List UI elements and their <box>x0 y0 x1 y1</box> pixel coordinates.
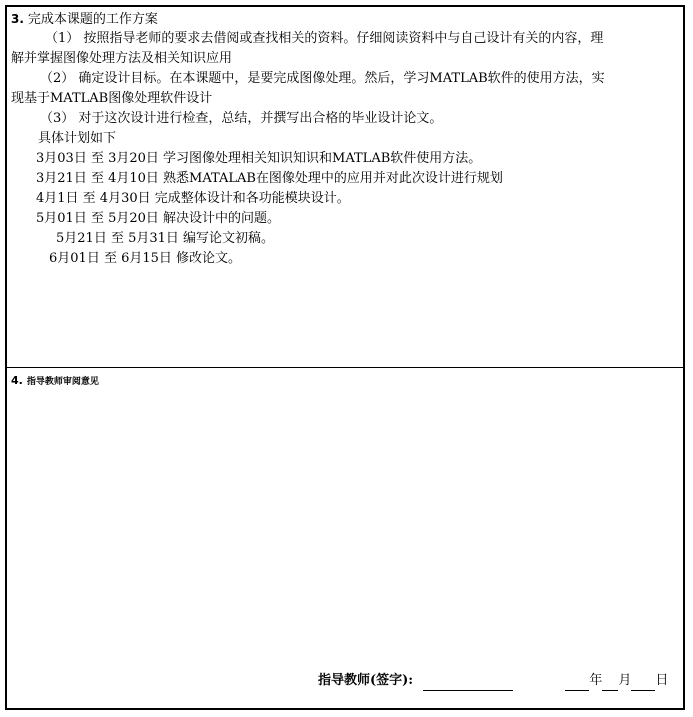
section4-heading <box>11 373 99 390</box>
signature-label: 指导教师(签字): <box>318 673 414 688</box>
day-label: 日 <box>655 673 669 688</box>
section3-line-1: （1） 按照指导老师的要求去借阅或查找相关的资料。仔细阅读资料中与自己设计有关的内容，理 <box>45 31 604 46</box>
plan-item-6: 6月01日 至 6月15日 修改论文。 <box>49 251 242 266</box>
plan-item-1: 3月03日 至 3月20日 学习图像处理相关知识知识和MATLAB软件使用方法。 <box>36 151 482 166</box>
plan-item-5: 5月21日 至 5月31日 编写论文初稿。 <box>56 231 275 246</box>
section3-line-3: （2） 确定设计目标。在本课题中，是要完成图像处理。然后，学习MATLAB软件的使用方法，实 <box>40 71 605 86</box>
year-field[interactable] <box>565 676 589 691</box>
section3-line-4: 现基于MATLAB图像处理软件设计 <box>11 91 213 106</box>
section3-title: 完成本课题的工作方案 <box>27 12 158 27</box>
month-field[interactable] <box>602 676 618 691</box>
section3-number: 3. <box>11 12 24 26</box>
section3-line-5: （3） 对于这次设计进行检查，总结，并撰写出合格的毕业设计论文。 <box>40 111 443 126</box>
signature-row <box>318 671 668 691</box>
day-field[interactable] <box>631 676 655 691</box>
plan-item-3: 4月1日 至 4月30日 完成整体设计和各功能模块设计。 <box>36 191 350 206</box>
section3-line-2: 解并掌握图像处理方法及相关知识应用 <box>11 51 233 66</box>
plan-item-4: 5月01日 至 5月20日 解决设计中的问题。 <box>36 211 281 226</box>
plan-item-2: 3月21日 至 4月10日 熟悉MATALAB在图像处理中的应用并对此次设计进行规划 <box>36 171 503 186</box>
year-label: 年 <box>589 673 603 688</box>
section3-heading <box>11 9 158 29</box>
section-divider <box>5 367 685 368</box>
section4-title: 指导教师审阅意见 <box>26 377 99 387</box>
section3-line-6: 具体计划如下 <box>38 131 117 146</box>
signature-field[interactable] <box>423 676 513 691</box>
month-label: 月 <box>618 673 632 688</box>
section4-number: 4. <box>11 374 23 387</box>
